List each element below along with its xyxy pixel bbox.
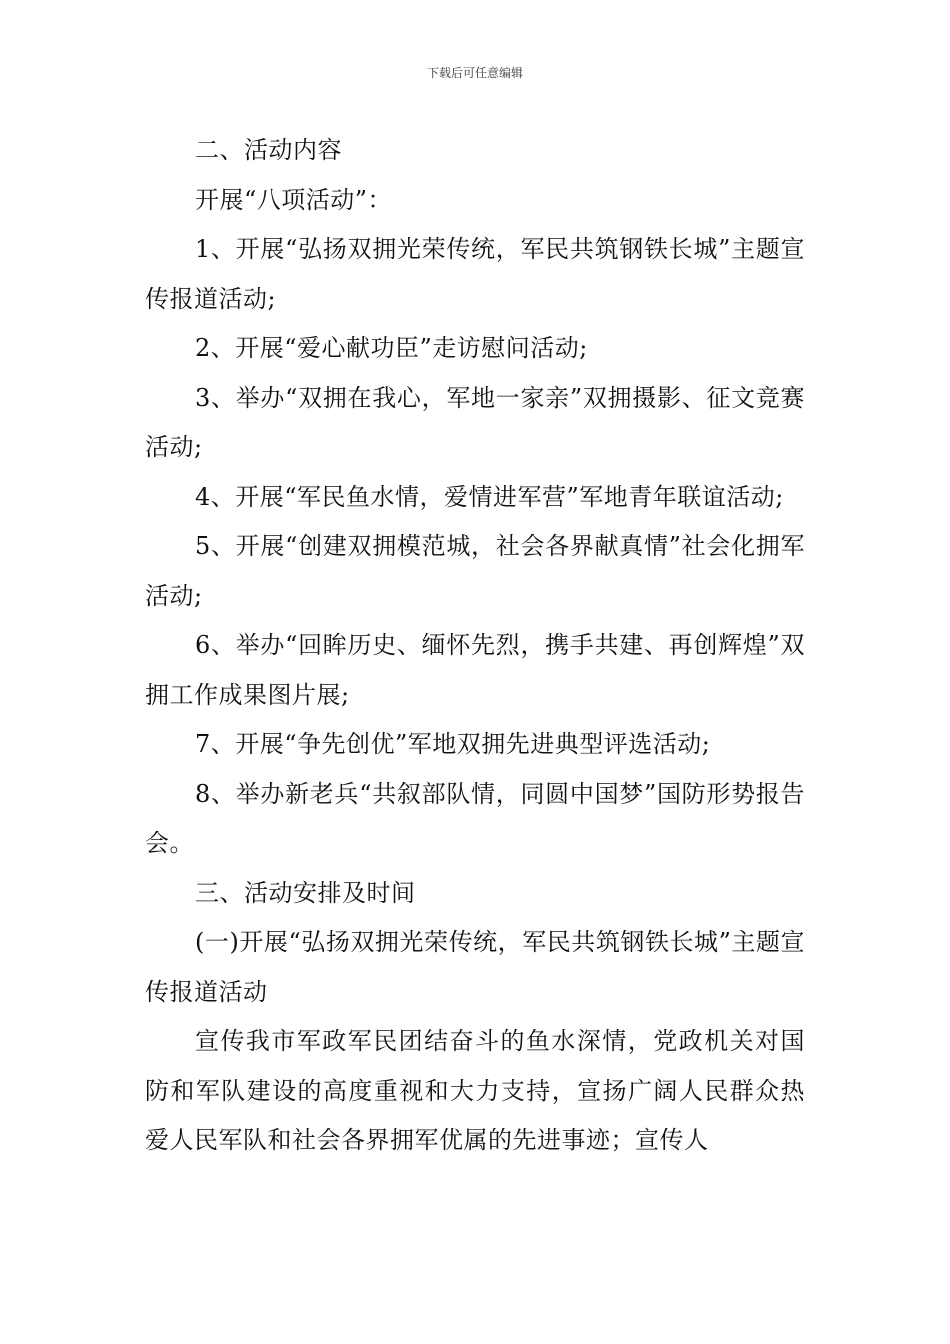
list-item-5: 5、开展“创建双拥模范城，社会各界献真情”社会化拥军活动; (145, 532, 805, 610)
subsection-heading-1: (一)开展“弘扬双拥光荣传统，军民共筑钢铁长城”主题宣传报道活动 (145, 928, 805, 1006)
document-body (145, 126, 805, 1166)
paragraph-body: 宣传我市军政军民团结奋斗的鱼水深情，党政机关对国防和军队建设的高度重视和大力支持，宣扬广阔人民群众热爱人民军队和社会各界拥军优属的先进事迹；宣传人 (145, 1027, 805, 1154)
paragraph-intro: 开展“八项活动”： (195, 185, 393, 214)
list-item-3: 3、举办“双拥在我心，军地一家亲”双拥摄影、征文竞赛活动; (145, 383, 805, 461)
list-item-7: 7、开展“争先创优”军地双拥先进典型评选活动; (195, 730, 711, 758)
list-item-2: 2、开展“爱心献功臣”走访慰问活动; (195, 334, 588, 362)
section-heading-schedule: 三、活动安排及时间 (195, 878, 416, 907)
list-item-1: 1、开展“弘扬双拥光荣传统，军民共筑钢铁长城”主题宣传报道活动; (145, 235, 805, 313)
list-item-8: 8、举办新老兵“共叙部队情，同圆中国梦”国防形势报告会。 (145, 779, 805, 857)
section-heading-activity-content: 二、活动内容 (195, 136, 342, 164)
page-header: 下载后可任意编辑 (426, 66, 523, 80)
list-item-6: 6、举办“回眸历史、缅怀先烈，携手共建、再创辉煌”双拥工作成果图片展; (145, 631, 805, 709)
list-item-4: 4、开展“军民鱼水情，爱情进军营”军地青年联谊活动; (195, 482, 784, 511)
